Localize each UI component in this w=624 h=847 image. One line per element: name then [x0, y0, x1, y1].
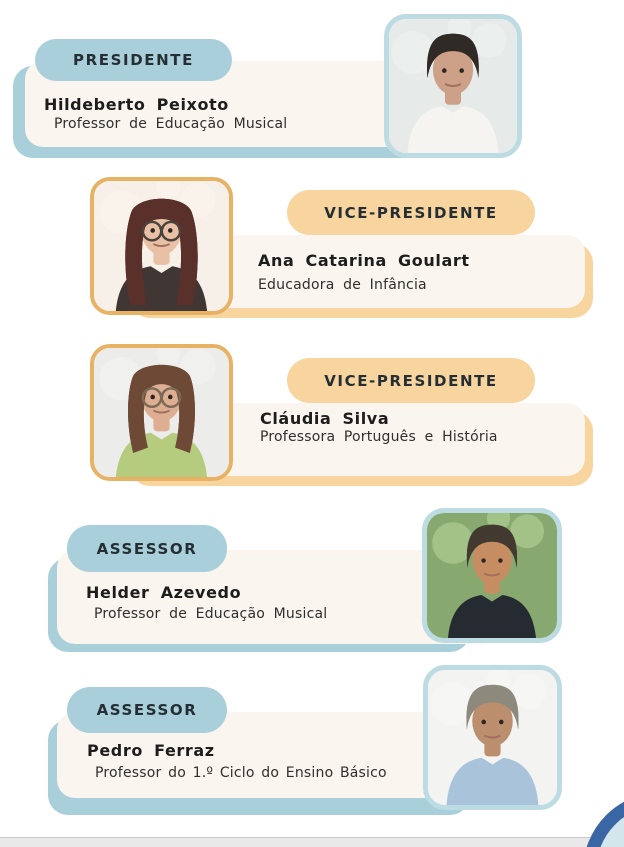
title-badge: VICE-PRESIDENTE	[287, 190, 535, 235]
member-name: Cláudia Silva	[260, 409, 390, 428]
member-name: Pedro Ferraz	[87, 741, 215, 760]
title-badge: VICE-PRESIDENTE	[287, 358, 535, 403]
footer-strip	[0, 837, 624, 847]
avatar	[427, 513, 557, 638]
member-photo	[423, 665, 562, 810]
title-badge: ASSESSOR	[67, 525, 227, 572]
title-badge: PRESIDENTE	[35, 39, 232, 81]
member-name: Ana Catarina Goulart	[258, 251, 470, 270]
member-name: Helder Azevedo	[86, 583, 242, 602]
member-role: Professor do 1.º Ciclo do Ensino Básico	[95, 765, 387, 781]
member-photo	[422, 508, 562, 643]
member-role: Educadora de Infância	[258, 277, 427, 293]
title-badge: ASSESSOR	[67, 687, 227, 733]
member-role: Professor de Educação Musical	[54, 116, 288, 132]
member-role: Professor de Educação Musical	[94, 606, 328, 622]
avatar	[94, 348, 229, 477]
decorative-corner-circle	[583, 792, 624, 847]
member-photo	[90, 177, 233, 315]
avatar	[389, 19, 517, 153]
avatar	[94, 181, 229, 311]
member-photo	[384, 14, 522, 158]
avatar	[428, 670, 557, 805]
member-photo	[90, 344, 233, 481]
member-name: Hildeberto Peixoto	[44, 95, 229, 114]
member-role: Professora Português e História	[260, 429, 498, 445]
